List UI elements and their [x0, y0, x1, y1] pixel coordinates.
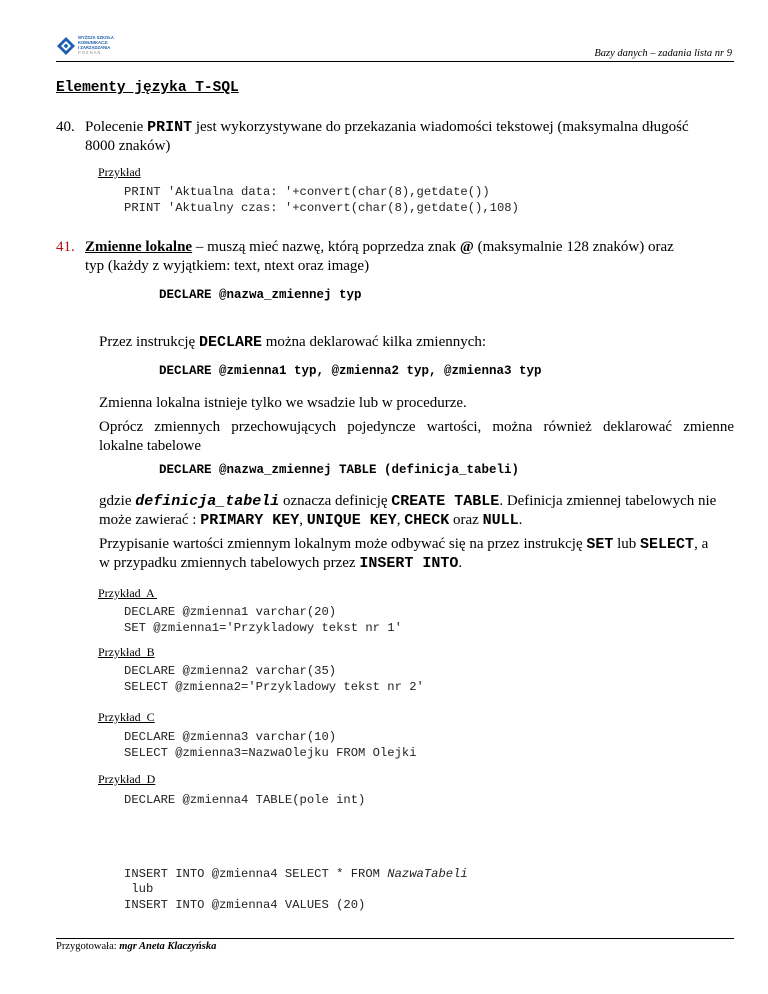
item-text: (maksymalnie 128 znaków) oraz	[477, 239, 674, 255]
paragraph	[99, 418, 734, 456]
text: oraz	[453, 512, 479, 528]
keyword: definicja_tabeli	[135, 493, 280, 510]
keyword: SET	[586, 536, 614, 553]
paragraph	[99, 492, 734, 530]
text: . Definicja zmiennej tabelowych nie	[499, 493, 717, 509]
code-line: SELECT @zmienna3=NazwaOlejku FROM Olejki	[124, 746, 417, 760]
logo-line: I ZARZĄDZANIA	[78, 45, 111, 50]
running-title: Bazy danych – zadania lista nr 9	[594, 48, 732, 59]
keyword-print: PRINT	[147, 119, 193, 136]
paragraph	[99, 535, 734, 573]
logo-line: WYŻSZA SZKOŁA	[78, 35, 114, 40]
text: Oprócz zmiennych przechowujących pojedyncze wartości, można również deklarować zmienne	[99, 419, 734, 435]
keyword: SELECT	[640, 536, 695, 553]
text: gdzie	[99, 493, 132, 509]
text: oznacza definicję	[283, 493, 388, 509]
keyword: CREATE TABLE	[391, 493, 500, 510]
item-text: Polecenie	[85, 119, 144, 135]
code-line: DECLARE @zmienna2 varchar(35)	[124, 664, 337, 678]
keyword: UNIQUE KEY	[306, 512, 397, 529]
code-line: DECLARE @zmienna4 TABLE(pole int)	[124, 793, 366, 807]
text: w przypadku zmiennych tabelowych przez	[99, 555, 356, 571]
item-text: 8000 znaków)	[85, 138, 171, 154]
keyword: CHECK	[404, 512, 450, 529]
keyword-declare: DECLARE	[198, 334, 262, 351]
text: ,	[396, 512, 401, 528]
item-text: typ (każdy z wyjątkiem: text, ntext oraz image)	[85, 258, 370, 274]
school-logo	[56, 34, 140, 58]
example-label: Przykład A	[98, 586, 157, 600]
footer-rule	[56, 938, 734, 939]
code-line: DECLARE @zmienna3 varchar(10)	[124, 730, 337, 744]
text: Przypisanie wartości zmiennym lokalnym może odbywać się na przez instrukcję	[99, 536, 583, 552]
item-text: jest wykorzystywane do przekazania wiadomości tekstowej (maksymalna długość	[195, 119, 689, 135]
footer-prefix: Przygotowała:	[56, 941, 117, 952]
syntax-line: DECLARE @zmienna1 typ, @zmienna2 typ, @zmienna3 typ	[159, 364, 542, 378]
keyword: PRIMARY KEY	[200, 512, 300, 529]
paragraph: Zmienna lokalna istnieje tylko we wsadzie lub w procedurze.	[99, 395, 467, 411]
code-line: DECLARE @zmienna1 varchar(20)	[124, 605, 337, 619]
code-line: SELECT @zmienna2='Przykladowy tekst nr 2'	[124, 680, 424, 694]
example-label: Przykład D	[98, 772, 156, 786]
code-line: SET @zmienna1='Przykladowy tekst nr 1'	[124, 621, 402, 635]
footer	[56, 941, 216, 952]
syntax-line: DECLARE @nazwa_zmiennej TABLE (definicja_tabeli)	[159, 463, 520, 477]
text: .	[458, 555, 463, 571]
syntax-line: DECLARE @nazwa_zmiennej typ	[159, 288, 362, 302]
example-label: Przykład C	[98, 710, 155, 724]
code-table-name: NazwaTabeli	[387, 867, 468, 881]
logo-emblem-icon	[56, 36, 76, 56]
keyword: INSERT INTO	[359, 555, 459, 572]
code-text: INSERT INTO @zmienna4 SELECT * FROM	[124, 867, 388, 881]
text: .	[518, 512, 523, 528]
logo-line: POZNAŃ	[78, 50, 102, 55]
text: ,	[299, 512, 303, 528]
text: można deklarować kilka zmiennych:	[265, 334, 487, 350]
code-line: PRINT 'Aktualny czas: '+convert(char(8),getdate(),108)	[124, 201, 519, 215]
item-text: – muszą mieć nazwę, którą poprzedza znak	[195, 239, 457, 255]
logo-line: KOMUNIKACJI	[78, 40, 108, 45]
text: lub	[617, 536, 637, 552]
text: może zawierać :	[99, 512, 197, 528]
code-line	[124, 866, 468, 882]
text: , a	[694, 536, 709, 552]
item-number: 40.	[56, 119, 75, 135]
at-symbol: @	[459, 239, 474, 255]
footer-author: mgr Aneta Klaczyńska	[119, 941, 217, 952]
term-title: Zmienne lokalne	[85, 239, 193, 255]
code-line: INSERT INTO @zmienna4 VALUES (20)	[124, 898, 366, 912]
keyword: NULL	[482, 512, 519, 529]
code-line: PRINT 'Aktualna data: '+convert(char(8),getdate())	[124, 185, 490, 199]
code-line: lub	[124, 882, 154, 896]
item-number: 41.	[56, 239, 75, 255]
example-label: Przykład	[98, 165, 141, 179]
section-title: Elementy języka T-SQL	[56, 80, 239, 96]
text: Przez instrukcję	[99, 334, 196, 350]
example-label: Przykład B	[98, 645, 155, 659]
header-rule	[56, 61, 734, 62]
text: lokalne tabelowe	[99, 438, 202, 454]
paragraph	[99, 333, 486, 352]
